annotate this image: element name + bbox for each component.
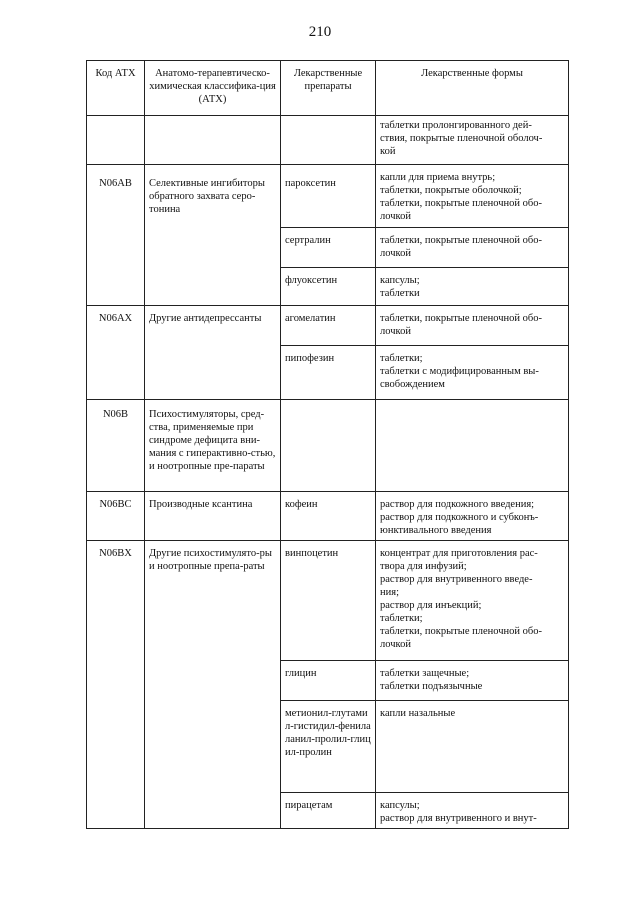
page-number: 210: [308, 24, 332, 40]
form-line: кой: [380, 146, 396, 157]
form-line: таблетки;: [380, 353, 423, 364]
drug-cell: кофеин: [281, 492, 376, 541]
form-line: ния;: [380, 587, 399, 598]
form-line: таблетки, покрытые пленочной обо-: [380, 313, 542, 324]
form-line: таблетки с модифицированным вы-: [380, 366, 539, 377]
code-cell: N06AX: [87, 306, 145, 400]
classification-cell: Другие психостимулято-ры и ноотропные препа-раты: [145, 541, 281, 829]
drug-cell: глицин: [281, 661, 376, 701]
form-line: таблетки защечные;: [380, 668, 470, 679]
header-forms: Лекарственные формы: [376, 61, 569, 116]
form-line: лочкой: [380, 639, 411, 650]
table-header-row: [87, 61, 569, 116]
forms-cell: [376, 268, 569, 306]
drug-cell: [281, 400, 376, 492]
form-line: ствия, покрытые пленочной оболоч-: [380, 133, 543, 144]
form-line: юнктивального введения: [380, 525, 492, 536]
table-row: [87, 492, 569, 541]
classification-cell: Психостимуляторы, сред-ства, применяемые при синдроме дефицита вни-мания с гиперактивно-стью, и ноотропные пре-параты: [145, 400, 281, 492]
forms-cell: [376, 541, 569, 661]
forms-cell: [376, 346, 569, 400]
form-line: свобождением: [380, 379, 445, 390]
forms-cell: [376, 228, 569, 268]
form-line: лочкой: [380, 211, 411, 222]
form-line: капли назальные: [380, 708, 456, 719]
drug-cell: [281, 116, 376, 165]
code-cell: [87, 116, 145, 165]
form-line: таблетки, покрытые пленочной обо-: [380, 235, 542, 246]
forms-cell: [376, 701, 569, 793]
form-line: концентрат для приготовления рас-: [380, 548, 538, 559]
forms-cell: [376, 492, 569, 541]
forms-cell: [376, 793, 569, 829]
form-line: таблетки, покрытые оболочкой;: [380, 185, 522, 196]
code-cell: N06BC: [87, 492, 145, 541]
form-line: таблетки подъязычные: [380, 681, 483, 692]
classification-cell: Производные ксантина: [145, 492, 281, 541]
form-line: капли для приема внутрь;: [380, 172, 496, 183]
form-line: капсулы;: [380, 275, 420, 286]
header-classification: Анатомо-терапевтическо-химическая классифика-ция (АТХ): [145, 61, 281, 116]
form-line: таблетки, покрытые пленочной обо-: [380, 198, 542, 209]
table-row: [87, 165, 569, 228]
code-cell: N06B: [87, 400, 145, 492]
drug-cell: сертралин: [281, 228, 376, 268]
drug-cell: пирацетам: [281, 793, 376, 829]
form-line: таблетки пролонгированного дей-: [380, 120, 532, 131]
drug-cell: флуоксетин: [281, 268, 376, 306]
classification-cell: Другие антидепрессанты: [145, 306, 281, 400]
code-cell: N06BX: [87, 541, 145, 829]
form-line: раствор для подкожного и субконъ-: [380, 512, 539, 523]
drug-cell: винпоцетин: [281, 541, 376, 661]
drug-cell: агомелатин: [281, 306, 376, 346]
form-line: капсулы;: [380, 800, 420, 811]
forms-cell: [376, 116, 569, 165]
form-line: раствор для подкожного введения;: [380, 499, 535, 510]
form-line: лочкой: [380, 248, 411, 259]
table-row: [87, 541, 569, 661]
classification-cell: [145, 116, 281, 165]
form-line: таблетки;: [380, 613, 423, 624]
form-line: таблетки, покрытые пленочной обо-: [380, 626, 542, 637]
code-cell: N06AB: [87, 165, 145, 306]
atx-classification-table: [86, 60, 569, 829]
table-row: [87, 400, 569, 492]
drug-cell: пароксетин: [281, 165, 376, 228]
forms-cell: [376, 306, 569, 346]
header-drugs: Лекарственные препараты: [281, 61, 376, 116]
drug-cell: метионил-глутамил-гистидил-фенилаланил-пролил-глицил-пролин: [281, 701, 376, 793]
drug-cell: пипофезин: [281, 346, 376, 400]
classification-cell: Селективные ингибиторы обратного захвата серо-тонина: [145, 165, 281, 306]
form-line: лочкой: [380, 326, 411, 337]
header-code: Код АТХ: [87, 61, 145, 116]
forms-cell: [376, 165, 569, 228]
forms-cell: [376, 400, 569, 492]
table-row: [87, 116, 569, 165]
forms-cell: [376, 661, 569, 701]
form-line: раствор для внутривенного введе-: [380, 574, 533, 585]
form-line: раствор для инъекций;: [380, 600, 482, 611]
form-line: раствор для внутривенного и внут-: [380, 813, 537, 824]
form-line: таблетки: [380, 288, 420, 299]
table-row: [87, 306, 569, 346]
form-line: твора для инфузий;: [380, 561, 467, 572]
